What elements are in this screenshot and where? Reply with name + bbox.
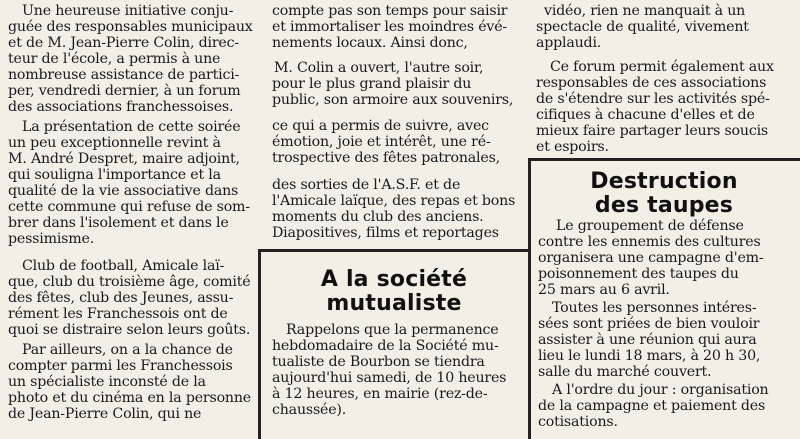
taupes-headline-line-2: des taupes	[594, 193, 734, 218]
left-line-12: cette commune qui refuse de som-	[8, 199, 250, 215]
left-line-19: quoi se distraire selon leurs goûts.	[8, 322, 251, 338]
right-line-7: mieux faire partager leurs soucis	[536, 123, 768, 139]
taupes-line-5: Toutes les personnes intéres-	[552, 300, 757, 316]
left-line-0: Une heureuse initiative conju-	[22, 3, 234, 19]
right-line-2: applaudi.	[536, 35, 602, 51]
mutualiste-line-5: chaussée).	[272, 402, 347, 418]
mutualiste-line-2: tualiste de Bourbon se tiendra	[272, 354, 485, 370]
middle-line-3: M. Colin a ouvert, l'autre soir,	[274, 60, 484, 76]
left-line-13: brer dans l'isolement et dans le	[8, 215, 229, 231]
middle-line-1: et immortaliser les moindres évé-	[272, 19, 508, 35]
left-line-18: rément les Franchessois ont de	[8, 306, 228, 322]
taupes-line-6: sées sont priées de bien vouloir	[538, 316, 760, 332]
mutualiste-line-3: aujourd'hui samedi, de 10 heures	[272, 370, 507, 386]
left-line-16: que, club du troisième âge, comité	[8, 274, 251, 290]
right-line-6: cifiques à chacune d'elles et de	[536, 107, 755, 123]
left-line-24: de Jean-Pierre Colin, qui ne	[8, 406, 202, 422]
mutualiste-top-rule	[258, 249, 530, 252]
middle-line-6: ce qui a permis de suivre, avec	[272, 118, 489, 134]
mutualiste-left-rule	[258, 249, 261, 439]
middle-line-4: pour le plus grand plaisir du	[272, 76, 472, 92]
right-line-5: de s'étendre sur les activités spé-	[536, 91, 770, 107]
taupes-line-3: poisonnement des taupes du	[538, 266, 739, 282]
mutualiste-headline-line-2: mutualiste	[326, 291, 462, 316]
left-line-23: photo et du cinéma en la personne	[8, 390, 251, 406]
middle-line-8: trospective des fêtes patronales,	[272, 150, 500, 166]
taupes-line-8: lieu le lundi 18 mars, à 20 h 30,	[538, 348, 761, 364]
left-line-1: guée des responsables municipaux	[8, 19, 253, 35]
taupes-top-rule	[528, 158, 800, 161]
left-line-8: un peu exceptionnelle revint à	[8, 135, 221, 151]
middle-line-2: nements locaux. Ainsi donc,	[272, 35, 468, 51]
middle-line-0: compte pas son temps pour saisir	[272, 3, 508, 19]
left-line-9: M. André Despret, maire adjoint,	[8, 151, 240, 167]
middle-line-11: moments du club des anciens.	[272, 209, 484, 225]
left-line-14: pessimisme.	[8, 231, 95, 247]
left-line-7: La présentation de cette soirée	[22, 119, 241, 135]
right-line-1: spectacle de qualité, vivement	[536, 19, 749, 35]
left-line-15: Club de football, Amicale laï-	[22, 258, 225, 274]
taupes-line-12: cotisations.	[538, 414, 618, 430]
left-line-4: nombreuse assistance de partici-	[8, 67, 240, 83]
left-line-10: qui souligna l'importance et la	[8, 167, 221, 183]
taupes-body	[538, 218, 794, 438]
taupes-headline-line-1: Destruction	[590, 169, 738, 194]
right-column	[536, 0, 794, 160]
left-line-6: des associations franchessoises.	[8, 99, 234, 115]
right-line-3: Ce forum permit également aux	[550, 59, 774, 75]
mutualiste-line-1: hebdomadaire de la Société mu-	[272, 338, 499, 354]
right-line-8: et espoirs.	[536, 139, 609, 155]
taupes-line-11: de la campagne et paiement des	[538, 398, 766, 414]
left-line-11: qualité de la vie associative dans	[8, 183, 239, 199]
left-column	[8, 0, 253, 439]
right-line-4: responsables de ces associations	[536, 75, 767, 91]
taupes-left-rule	[528, 158, 531, 439]
left-line-17: des fêtes, club des Jeunes, assu-	[8, 290, 234, 306]
taupes-line-4: 25 mars au 6 avril.	[538, 282, 670, 298]
left-line-2: et de M. Jean-Pierre Colin, direc-	[8, 35, 239, 51]
mutualiste-line-4: à 12 heures, en mairie (rez-de-	[272, 386, 488, 402]
middle-line-5: public, son armoire aux souvenirs,	[272, 92, 514, 108]
middle-line-9: des sorties de l'A.S.F. et de	[272, 177, 461, 193]
taupes-line-2: organisera une campagne d'em-	[538, 250, 764, 266]
taupes-line-0: Le groupement de défense	[556, 218, 744, 234]
left-line-3: teur de l'école, a permis à une	[8, 51, 221, 67]
middle-line-7: émotion, joie et intérêt, une ré-	[272, 134, 491, 150]
middle-line-12: Diapositives, films et reportages	[272, 225, 499, 241]
mutualiste-line-0: Rappelons que la permanence	[286, 322, 499, 338]
left-line-22: un spécialiste inconsté de la	[8, 374, 206, 390]
left-line-5: per, vendredi dernier, à un forum	[8, 83, 241, 99]
mutualiste-body	[272, 320, 524, 438]
middle-line-10: l'Amicale laïque, des repas et bons	[272, 193, 516, 209]
taupes-line-9: salle du marché couvert.	[538, 364, 712, 380]
mutualiste-headline-line-1: A la société	[320, 267, 468, 292]
taupes-line-1: contre les ennemis des cultures	[538, 234, 761, 250]
left-line-20: Par ailleurs, on a la chance de	[22, 342, 233, 358]
middle-column	[272, 0, 522, 250]
left-line-21: compter parmi les Franchessois	[8, 358, 233, 374]
taupes-line-7: assister à une réunion qui aura	[538, 332, 757, 348]
right-line-0: vidéo, rien ne manquait à un	[544, 3, 746, 19]
taupes-line-10: A l'ordre du jour : organisation	[552, 382, 769, 398]
